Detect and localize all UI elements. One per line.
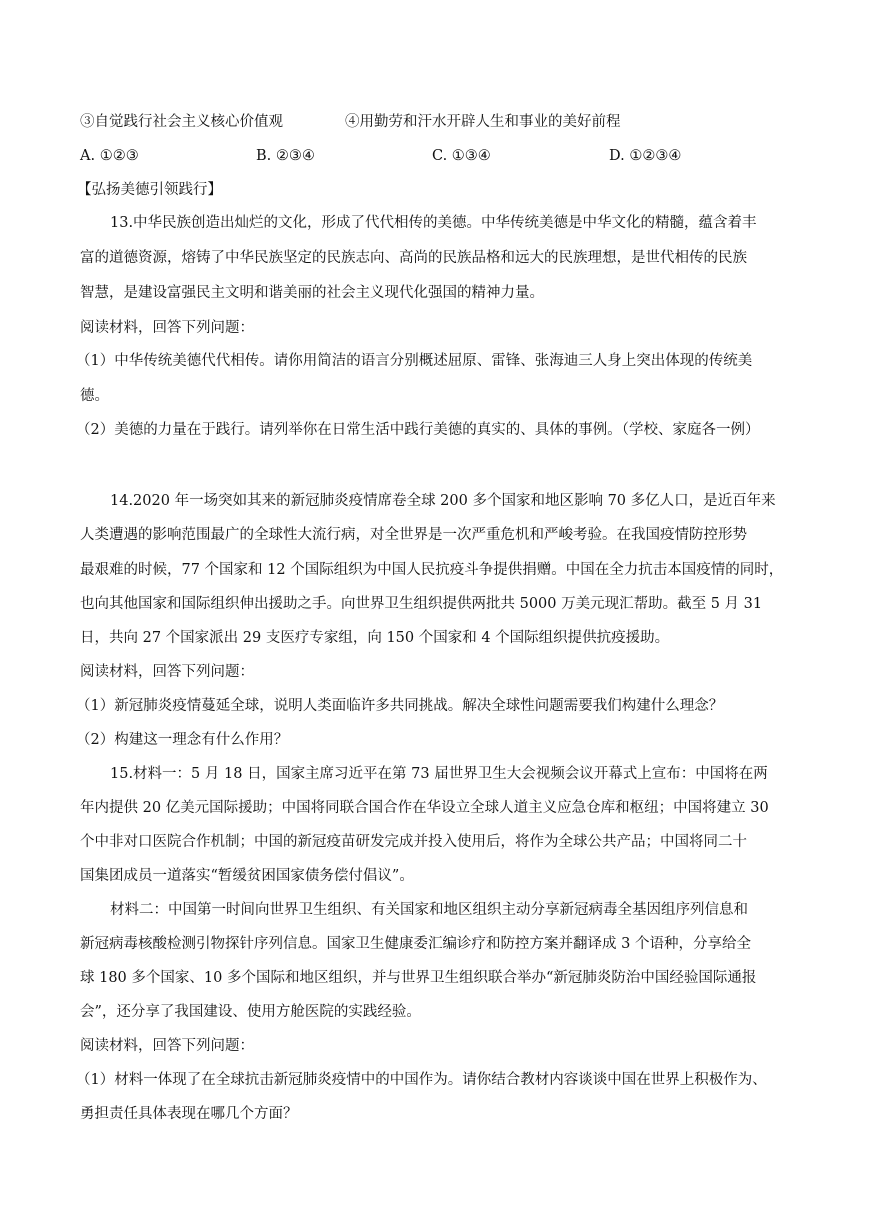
- q15-material2-line: 球 180 多个国家、10 多个国际和地区组织，并与世界卫生组织联合举办“新冠肺炎防治中国经验国际通报: [80, 970, 757, 986]
- q13-line: 富的道德资源，熔铸了中华民族坚定的民族志向、高尚的民族品格和远大的民族理想，是世代相传的民族: [80, 250, 747, 266]
- q15-material2-line: 材料二：中国第一时间向世界卫生组织、有关国家和地区组织主动分享新冠病毒全基因组序列信息和: [110, 902, 748, 918]
- q14-prompt: 阅读材料，回答下列问题：: [80, 664, 254, 680]
- q14-sub1: （1）新冠肺炎疫情蔓延全球，说明人类面临许多共同挑战。解决全球性问题需要我们构建什么理念？: [76, 698, 724, 714]
- q14-line: 人类遭遇的影响范围最广的全球性大流行病，对全世界是一次严重危机和严峻考验。在我国疫情防控形势: [80, 527, 747, 543]
- q13-line: 智慧，是建设富强民主文明和谐美丽的社会主义现代化强国的精神力量。: [80, 285, 544, 301]
- q14-line: 也向其他国家和国际组织伸出援助之手。向世界卫生组织提供两批共 5000 万美元现汇帮助。截至 5 月 31: [80, 596, 763, 612]
- q15-material2-line: 新冠病毒核酸检测引物探针序列信息。国家卫生健康委汇编诊疗和防控方案并翻译成 3 个语种，分享给全: [80, 936, 751, 952]
- q14-line: 日，共向 27 个国家派出 29 支医疗专家组，向 150 个国家和 4 个国际组织提供抗疫援助。: [80, 630, 670, 646]
- q13-sub1: （1）中华传统美德代代相传。请你用简洁的语言分别概述屈原、雷锋、张海迪三人身上突出体现的传统美: [76, 353, 753, 369]
- q14-line: 14.2020 年一场突如其来的新冠肺炎疫情席卷全球 200 多个国家和地区影响 70 多亿人口，是近百年来: [110, 493, 776, 509]
- q15-material2-line: 会”，还分享了我国建设、使用方舱医院的实践经验。: [80, 1004, 421, 1020]
- q12-option-b: B. ②③④: [256, 148, 315, 164]
- q12-option-a: A. ①②③: [80, 148, 139, 164]
- q13-line: 13.中华民族创造出灿烂的文化，形成了代代相传的美德。中华传统美德是中华文化的精髓，蕴含着丰: [110, 215, 757, 231]
- q14-sub2: （2）构建这一理念有什么作用？: [76, 732, 289, 748]
- q15-sub1: （1）材料一体现了在全球抗击新冠肺炎疫情中的中国作为。请你结合教材内容谈谈中国在世界上积极作为、: [76, 1072, 767, 1088]
- q12-option-d: D. ①②③④: [609, 148, 682, 164]
- q15-material1-line: 15.材料一：5 月 18 日，国家主席习近平在第 73 届世界卫生大会视频会议开幕式上宣布：中国将在两: [110, 766, 768, 782]
- q12-option-c: C. ①③④: [432, 148, 491, 164]
- q13-prompt: 阅读材料，回答下列问题：: [80, 320, 254, 336]
- q13-sub2: （2）美德的力量在于践行。请列举你在日常生活中践行美德的真实的、具体的事例。（学校、家庭各一例）: [76, 422, 760, 438]
- q12-item3: ③自觉践行社会主义核心价值观: [80, 114, 283, 130]
- section-heading: 【弘扬美德引领践行】: [77, 182, 222, 198]
- q15-material1-line: 年内提供 20 亿美元国际援助；中国将同联合国合作在华设立全球人道主义应急仓库和枢纽；中国将建立 30: [80, 800, 769, 816]
- q15-material1-line: 国集团成员一道落实“暂缓贫困国家债务偿付倡议”。: [80, 868, 414, 884]
- q15-material1-line: 个中非对口医院合作机制；中国的新冠疫苗研发完成并投入使用后，将作为全球公共产品；中国将同二十: [80, 834, 747, 850]
- q12-item4: ④用勤劳和汗水开辟人生和事业的美好前程: [345, 114, 621, 130]
- q15-prompt: 阅读材料，回答下列问题：: [80, 1038, 254, 1054]
- q15-sub1: 勇担责任具体表现在哪几个方面？: [80, 1106, 298, 1122]
- q13-sub1: 德。: [80, 388, 109, 404]
- q14-line: 最艰难的时候，77 个国家和 12 个国际组织为中国人民抗疫斗争提供捐赠。中国在全力抗击本国疫情的同时，: [80, 562, 784, 578]
